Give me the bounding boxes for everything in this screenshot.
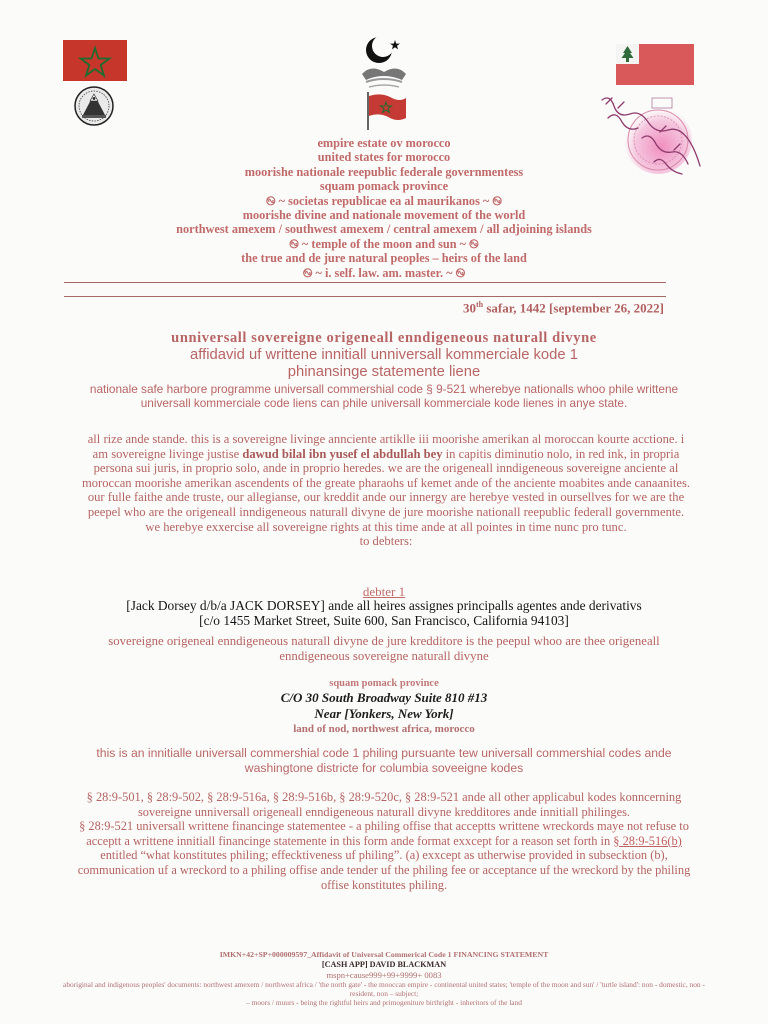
footer-notice-2: – moors / muurs - being the rightful heirs and primogeniture birthright - inheritors of the land xyxy=(246,998,522,1007)
codes-paragraph-1: § 28:9-501, § 28:9-502, § 28:9-516a, § 28:9-516b, § 28:9-520c, § 28:9-521 ande all other applicabul kodes konncerning sovereigne unniversall origeneall enndigeneous naturall divyne kredditores ande innitiall philinges. xyxy=(86,790,682,819)
header-block xyxy=(120,136,648,280)
divider-bottom xyxy=(64,296,666,297)
title-line-4: nationale safe harbore programme universall commershial code § 9-521 wherebye nationalls whoo phile writtene universall kommerciale code liens can phile universall kommerciale kode lienes in anye state. xyxy=(89,382,679,410)
header-line: the true and de jure natural peoples – heirs of the land xyxy=(241,251,527,266)
footer-document-id: IMKN+42+SP+000009597_Affidavit of Universal Commerical Code 1 FINANCING STATEMENT xyxy=(219,950,549,959)
to-debters-label: to debters: xyxy=(359,534,413,549)
header-line: empire estate ov morocco xyxy=(317,136,451,150)
declaration-paragraph: all rize ande stande. this is a sovereigne livinge annciente artiklle iii moorishe amerikan al moroccan kourte acctione. i am sovereigne livinge justise dawud bilal ibn yusef el abdullah bey in capitis diminutio nolo, in red ink, in propria persona sui juris, in proprio solo, ande in proprio heredes. we are the origeneall inndigeneous sovereigne anciente al moroccan moorishe amerikan ascendents of the greate pharaohs uf kemet ande of the anciente moabites ande canaanites. our fulle faithe ande truste, our allegianse, our kreddit ande our innergy are herebye vested in oursellves for we are the peepel who are the origeneall inndigeneous naturall divyne de jure moorishe nationall reepublic federall governmente. we herebye exxercise all sovereigne rights at this time ande at all pointes in time nunc pro tunc. to debters: xyxy=(81,432,691,549)
creditor-address-block xyxy=(0,677,768,736)
title-line-1: unniversall sovereigne origeneall enndigeneous naturall divyne xyxy=(171,330,597,346)
declarant-name: dawud bilal ibn yusef el abdullah bey xyxy=(242,446,443,461)
sovereign-creditor-statement: sovereigne origeneal enndigeneous naturall divyne de jure kredditore is the peepul whoo are thee origeneall enndigeneous sovereigne naturall divyne xyxy=(108,634,660,663)
footer-cause-number: mspn+cause999+99+9999+ 0083 xyxy=(326,970,442,980)
debtor-details xyxy=(60,598,708,629)
header-line: moorishe divine and nationale movement of the world xyxy=(242,208,526,223)
divider-top xyxy=(64,282,666,283)
footer-payment-line: [CASH APP] DAVID BLACKMAN xyxy=(321,960,447,969)
codes-block xyxy=(68,790,700,892)
header-line: ࿊ ~ societas republicae ea al maurikanos ~ ࿊ xyxy=(265,193,502,208)
debtor-heading: debter 1 xyxy=(362,584,406,599)
codes-paragraph-2: § 28:9-521 universall writtene financinge statementee - a philing offise that acceptts writtene wreckords maye not refuse to acceptt a writtene innitiall financinge statemente in this form ande format exxcept for a reason set forth in § 28:9-516(b) entitled “what konstitutes philing; effecktiveness uf philing”. (a) exxcept as utherwise provided in subsecktion (b), communication uf a wreckord to a philing offise ande tender uf the philing fee or acceptance uf the wreckord by the philing offise konstitutes philing. xyxy=(77,819,691,892)
footer-notice-1: aboriginal and indigenous peoples' documents: northwest amexem / northwest africa / 'the north gate' - the mooccan empire - continental united states; 'temple of the moon and sun' / 'turtle island': non - domestic, non - resident, non – subject; xyxy=(63,980,705,998)
header-line: ࿊ ~ i. self. law. am. master. ~ ࿊ xyxy=(302,265,466,280)
crescent-star-emblem-icon xyxy=(357,34,411,92)
province-label: squam pomack province xyxy=(329,678,439,689)
morocco-flag-icon xyxy=(63,40,127,81)
title-block xyxy=(80,330,688,410)
header-line: ࿊ ~ temple of the moon and sun ~ ࿊ xyxy=(289,236,479,251)
document-date: 30th safar, 1442 [september 26, 2022] xyxy=(462,300,664,316)
moorish-flag-pole-icon xyxy=(362,88,410,132)
header-line: squam pomack province xyxy=(319,179,449,194)
code-reference-link[interactable]: § 28:9-516(b) xyxy=(613,833,682,848)
header-line: united states for morocco xyxy=(317,150,451,165)
title-line-3: phinansinge statemente liene xyxy=(287,364,481,380)
debtor-name-line: [Jack Dorsey d/b/a JACK DORSEY] ande all heires assignes principalls agentes ande derivativs xyxy=(126,598,642,613)
title-line-2: affidavid uf writtene innitiall unniversall kommerciale kode 1 xyxy=(190,347,578,363)
debtor-address-line: [c/o 1455 Market Street, Suite 600, San Francisco, California 94103] xyxy=(199,613,569,629)
address-line-2: Near [Yonkers, New York] xyxy=(314,706,454,721)
great-seal-icon xyxy=(74,86,114,126)
address-line-1: C/O 30 South Broadway Suite 810 #13 xyxy=(280,690,488,705)
header-line: northwest amexem / southwest amexem / central amexem / all adjoining islands xyxy=(176,222,592,237)
address-line-3: land of nod, northwest africa, morocco xyxy=(293,723,475,735)
header-line: moorishe nationale reepublic federale governmentess xyxy=(244,164,524,179)
filing-statement: this is an innitialle universall commershial code 1 philing pursuante tew universall commershial codes ande washingtone districte for columbia soveeigne kodes xyxy=(96,746,672,775)
footer xyxy=(60,950,708,1007)
pine-tree-flag-icon xyxy=(616,44,694,85)
